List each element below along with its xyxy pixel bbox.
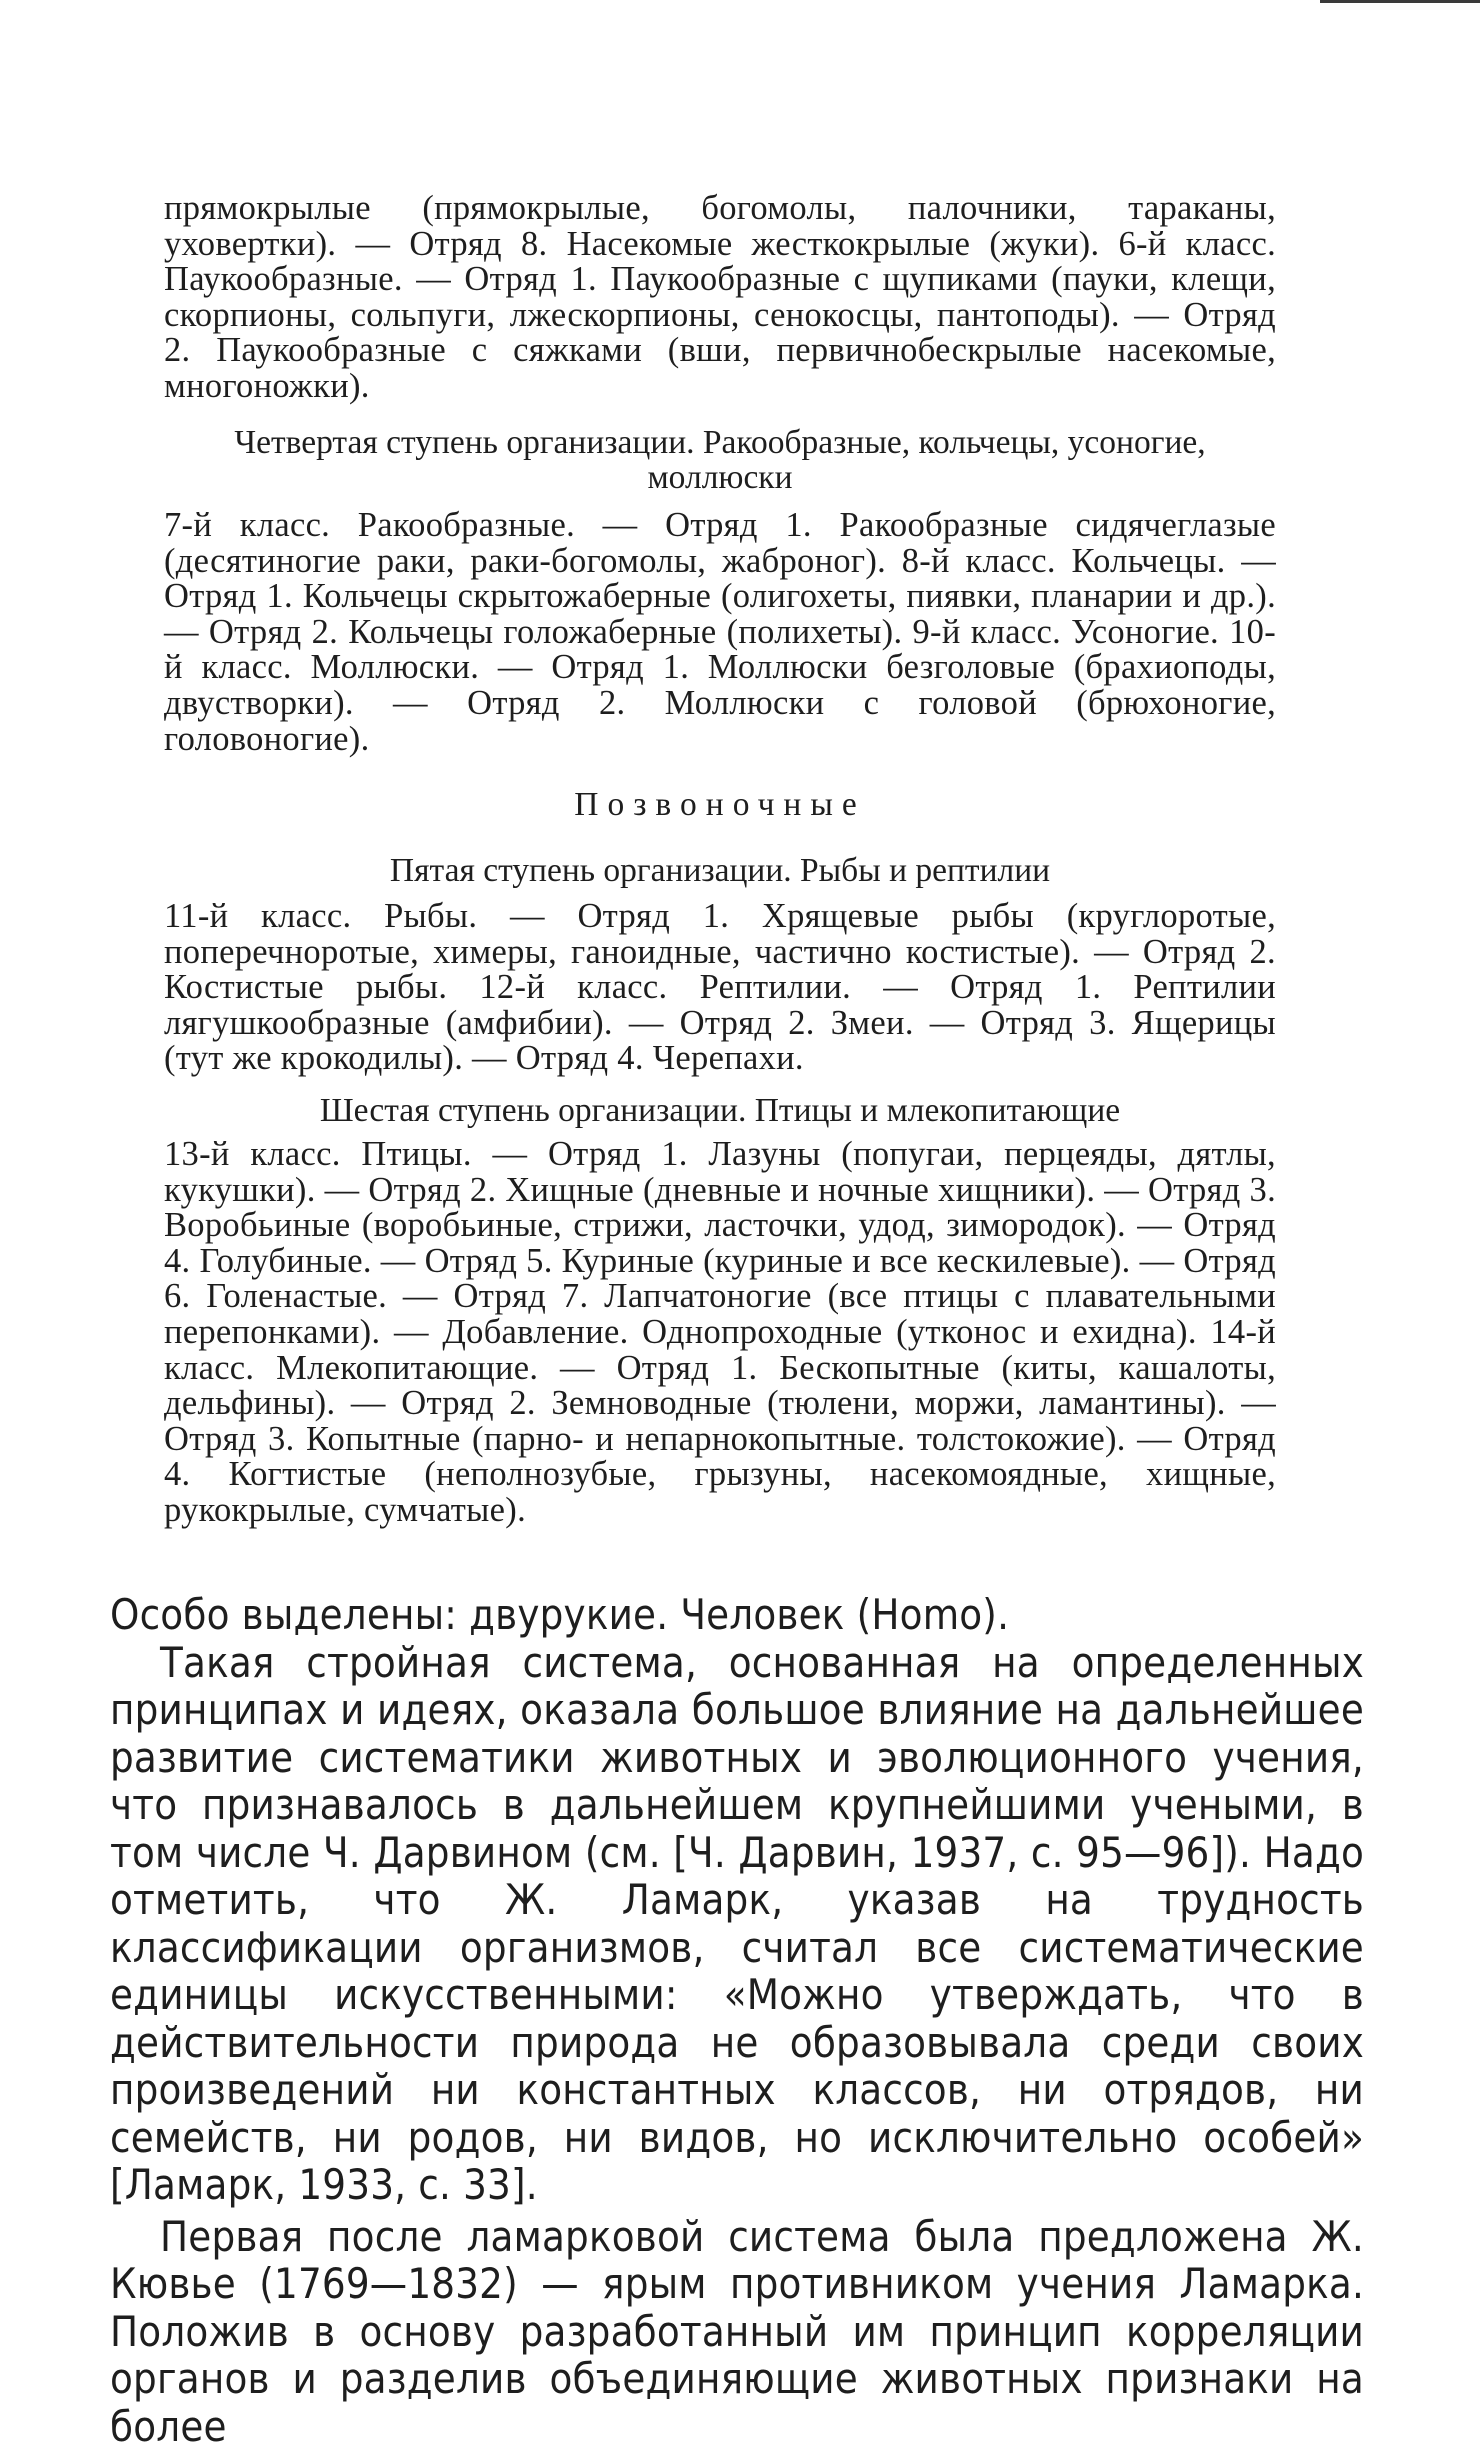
stage4-body-text: 7-й класс. Ракообразные. — Отряд 1. Ракообразные сидячеглазые (десятиногие раки, раки-богомолы, жаброног). 8-й класс. Кольчецы. — Отряд 1. Кольчецы скрытожаберные (олигохеты, пиявки, планарии и др.). — Отряд 2. Кольчецы голожаберные (полихеты). 9-й класс. Усоногие. 10-й класс. Моллюски. — Отряд 1. Моллюски безголовые (брахиоподы, двустворки). — Отряд 2. Моллюски с головой (брюхоногие, головоногие). — [164, 506, 1276, 758]
paragraph-cuvier-system: Первая после ламарковой система была предложена Ж. Кювье (1769—1832) — ярым противником учения Ламарка. Положив в основу разработанный им принцип корреляции органов и разделив объединяющие животных признаки на более — [110, 2211, 1364, 2451]
stage4-body — [164, 508, 1276, 757]
stage5-heading: Пятая ступень организации. Рыбы и рептилии — [389, 852, 1051, 889]
stage4-heading: Четвертая ступень организации. Ракообразные, кольчецы, усоногие, моллюски — [234, 424, 1206, 496]
top-edge-rule — [1320, 0, 1480, 3]
stage5-body-text: 11-й класс. Рыбы. — Отряд 1. Хрящевые рыбы (круглоротые, поперечноротые, химеры, ганоидные, частично костистые). — Отряд 2. Костистые рыбы. 12-й класс. Рептилии. — Отряд 1. Рептилии лягушкообразные (амфибии). — Отряд 2. Змеи. — Отряд 3. Ящерицы (тут же крокодилы). — Отряд 4. Черепахи. — [164, 897, 1276, 1078]
stage6-body-text: 13-й класс. Птицы. — Отряд 1. Лазуны (попугаи, перцеяды, дятлы, кукушки). — Отряд 2. Хищные (дневные и ночные хищники). — Отряд 3. Воробьиные (воробьиные, стрижи, ласточки, удод, зимородок). — Отряд 4. Голубиные. — Отряд 5. Куриные (куриные и все кескилевые). — Отряд 6. Голенастые. — Отряд 7. Лапчатоногие (все птицы с плавательными перепонками). — Добавление. Однопроходные (утконос и ехидна). 14-й класс. Млекопитающие. — Отряд 1. Бескопытные (киты, кашалоты, дельфины). — Отряд 2. Земноводные (тюлени, моржи, ламантины). — Отряд 3. Копытные (парно- и непарнокопытные. толстокожие). — Отряд 4. Когтистые (неполнозубые, грызуны, насекомоядные, хищные, рукокрылые, сумчатые). — [164, 1135, 1276, 1529]
stage5-body — [164, 899, 1276, 1077]
stage6-body — [164, 1137, 1276, 1529]
main-text — [110, 1591, 1364, 2450]
paragraph-system-influence: Такая стройная система, основанная на определенных принципах и идеях, оказала большое влияние на дальнейшее развитие систематики животных и эволюционного учения, что признавалось в дальнейшем крупнейшими учеными, в том числе Ч. Дарвином (см. [Ч. Дарвин, 1937, с. 95—96]). Надо отметить, что Ж. Ламарк, указав на трудность классификации организмов, считал все систематические единицы искусственными: «Можно утверждать, что в действительности природа не образовывала среди своих произведений ни константных классов, ни отрядов, ни семейств, ни родов, ни видов, но исключительно особей» [Ламарк, 1933, с. 33]. — [110, 1637, 1364, 2209]
top-continuation-paragraph — [164, 191, 1276, 405]
vertebrates-heading: Позвоночные — [574, 786, 866, 823]
top-continuation-text: прямокрылые (прямокрылые, богомолы, палочники, тараканы, уховертки). — Отряд 8. Насекомые жесткокрылые (жуки). 6-й класс. Паукообразные. — Отряд 1. Паукообразные с щупиками (пауки, клещи, скорпионы, сольпуги, лжескорпионы, сенокосцы, пантоподы). — Отряд 2. Паукообразные с сяжками (вши, первичнобескрылые насекомые, многоножки). — [164, 189, 1276, 405]
stage6-heading: Шестая ступень организации. Птицы и млекопитающие — [319, 1092, 1121, 1129]
special-note: Особо выделены: двурукие. Человек (Homo). — [110, 1590, 1010, 1639]
